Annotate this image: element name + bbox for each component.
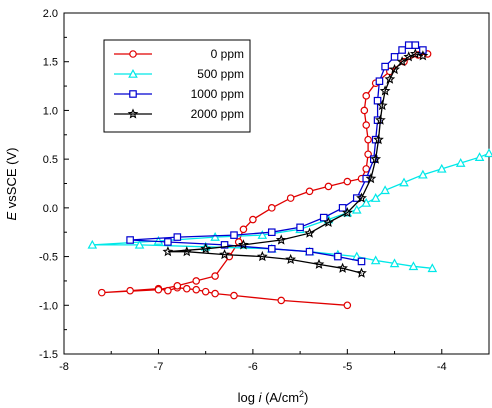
y-axis-label: E vsSCE (V) bbox=[4, 147, 19, 221]
y-tick-label: -1.0 bbox=[39, 300, 58, 313]
y-tick-label: 2.0 bbox=[42, 8, 58, 20]
data-point bbox=[325, 183, 331, 189]
data-point bbox=[240, 226, 246, 232]
data-point bbox=[353, 206, 361, 213]
legend-marker bbox=[130, 51, 136, 57]
data-point bbox=[202, 288, 208, 294]
y-tick-label: 0.0 bbox=[42, 202, 58, 215]
data-point bbox=[127, 287, 133, 293]
data-point bbox=[250, 216, 256, 222]
data-point bbox=[358, 258, 364, 264]
data-point bbox=[344, 178, 350, 184]
data-point bbox=[231, 292, 237, 298]
legend-label: 1000 ppm bbox=[190, 87, 244, 101]
data-point bbox=[184, 286, 190, 292]
y-tick-label: 0.5 bbox=[42, 154, 58, 167]
data-point bbox=[174, 234, 180, 240]
data-point bbox=[485, 149, 492, 156]
data-point bbox=[344, 302, 350, 308]
data-point bbox=[127, 237, 133, 243]
data-point bbox=[363, 122, 369, 128]
data-point bbox=[363, 93, 369, 99]
data-point bbox=[361, 107, 367, 113]
x-tick-label: -8 bbox=[59, 361, 69, 373]
data-point bbox=[165, 239, 171, 245]
y-tick-label: 1.5 bbox=[42, 56, 58, 69]
legend-marker bbox=[130, 91, 136, 97]
x-tick-label: -4 bbox=[436, 361, 447, 373]
data-point bbox=[382, 63, 388, 69]
x-tick-label: -6 bbox=[247, 361, 258, 373]
data-point bbox=[335, 253, 341, 259]
series-line bbox=[92, 153, 489, 268]
data-point bbox=[165, 287, 171, 293]
data-point bbox=[391, 54, 397, 60]
legend-label: 0 ppm bbox=[210, 47, 244, 61]
data-point bbox=[381, 187, 389, 194]
data-point bbox=[339, 205, 345, 211]
x-tick-label: -5 bbox=[342, 361, 353, 373]
legend-label: 500 ppm bbox=[197, 67, 244, 81]
data-point bbox=[278, 297, 284, 303]
y-tick-label: -0.5 bbox=[39, 251, 58, 264]
data-point bbox=[374, 97, 380, 103]
data-point bbox=[412, 42, 418, 48]
data-point bbox=[287, 195, 293, 201]
data-point bbox=[365, 136, 371, 142]
data-point bbox=[406, 42, 412, 48]
data-point bbox=[269, 229, 275, 235]
y-tick-label: -1.5 bbox=[39, 349, 58, 361]
data-point bbox=[193, 286, 199, 292]
data-point bbox=[476, 153, 484, 160]
data-point bbox=[231, 232, 237, 238]
legend bbox=[104, 40, 250, 132]
data-point bbox=[400, 179, 408, 186]
y-tick-label: 1.0 bbox=[42, 105, 58, 118]
legend-label: 2000 ppm bbox=[190, 107, 244, 121]
data-point bbox=[399, 47, 405, 53]
data-point bbox=[212, 273, 218, 279]
data-point bbox=[99, 289, 105, 295]
data-point bbox=[306, 188, 312, 194]
data-point bbox=[155, 286, 161, 292]
data-point bbox=[174, 283, 180, 289]
x-tick-label: -7 bbox=[153, 361, 164, 373]
data-point bbox=[321, 214, 327, 220]
data-point bbox=[297, 224, 303, 230]
x-axis-label: log i $(A/cm^2)$ bbox=[237, 389, 309, 405]
data-point bbox=[376, 78, 382, 84]
data-point bbox=[269, 205, 275, 211]
data-point bbox=[193, 278, 199, 284]
data-point bbox=[212, 290, 218, 296]
series-group bbox=[89, 149, 492, 271]
data-point bbox=[306, 249, 312, 255]
data-point bbox=[269, 246, 275, 252]
